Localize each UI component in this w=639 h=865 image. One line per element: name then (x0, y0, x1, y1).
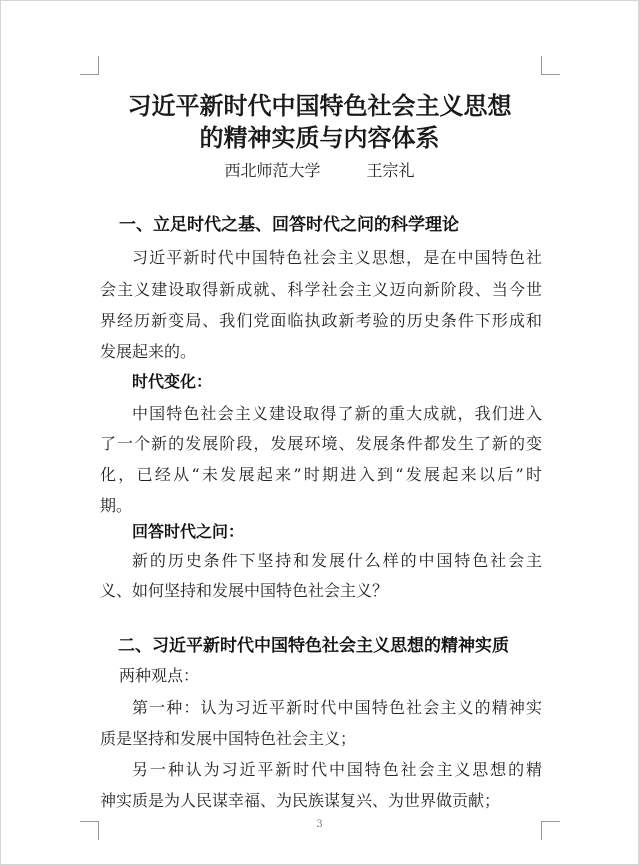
paragraph-line: 习近平新时代中国特色社会主义思想，是在中国特色社 (132, 248, 542, 267)
paragraph-line: 另一种认为习近平新时代中国特色社会主义思想的精 (132, 760, 542, 779)
author-name: 王宗礼 (366, 161, 415, 180)
page-number: 3 (316, 819, 323, 830)
paragraph-line: 第一种：认为习近平新时代中国特色社会主义的精神实 (132, 698, 542, 717)
subheading-era-question: 回答时代之问： (132, 522, 245, 541)
paragraph-line: 义、如何坚持和发展中国特色社会主义？ (100, 581, 389, 600)
paragraph-line: 质是坚持和发展中国特色社会主义； (100, 729, 357, 748)
paragraph-line: 了一个新的发展阶段，发展环境、发展条件都发生了新的变 (100, 434, 542, 453)
paragraph-line: 新的历史条件下坚持和发展什么样的中国特色社会主 (132, 551, 542, 570)
paragraph-line: 两种观点： (119, 666, 200, 685)
crop-mark-top-right (541, 56, 560, 75)
paragraph-line: 神实质是为人民谋幸福、为民族谋复兴、为世界做贡献； (100, 791, 501, 810)
section-2-heading: 二、习近平新时代中国特色社会主义思想的精神实质 (118, 636, 509, 656)
section-1-heading: 一、立足时代之基、回答时代之问的科学理论 (119, 215, 459, 235)
subheading-era-change: 时代变化： (132, 372, 213, 391)
author-line (1, 158, 638, 181)
document-title-line-2: 的精神实质与内容体系 (199, 123, 440, 152)
paragraph-line: 发展起来的。 (100, 342, 197, 361)
paragraph-line: 界经历新变局、我们党面临执政新考验的历史条件下形成和 (100, 311, 542, 330)
paragraph-line: 会主义建设取得新成就、科学社会主义迈向新阶段、当今世 (100, 280, 542, 299)
paragraph-line: 期。 (100, 496, 133, 515)
paragraph-line: 化，已经从“未发展起来”时期进入到“发展起来以后”时 (100, 465, 542, 484)
crop-mark-top-left (80, 56, 99, 75)
document-title-line-1: 习近平新时代中国特色社会主义思想 (127, 91, 512, 120)
author-affiliation: 西北师范大学 (224, 161, 321, 180)
paragraph-line: 中国特色社会主义建设取得了新的重大成就，我们进入 (132, 404, 542, 423)
